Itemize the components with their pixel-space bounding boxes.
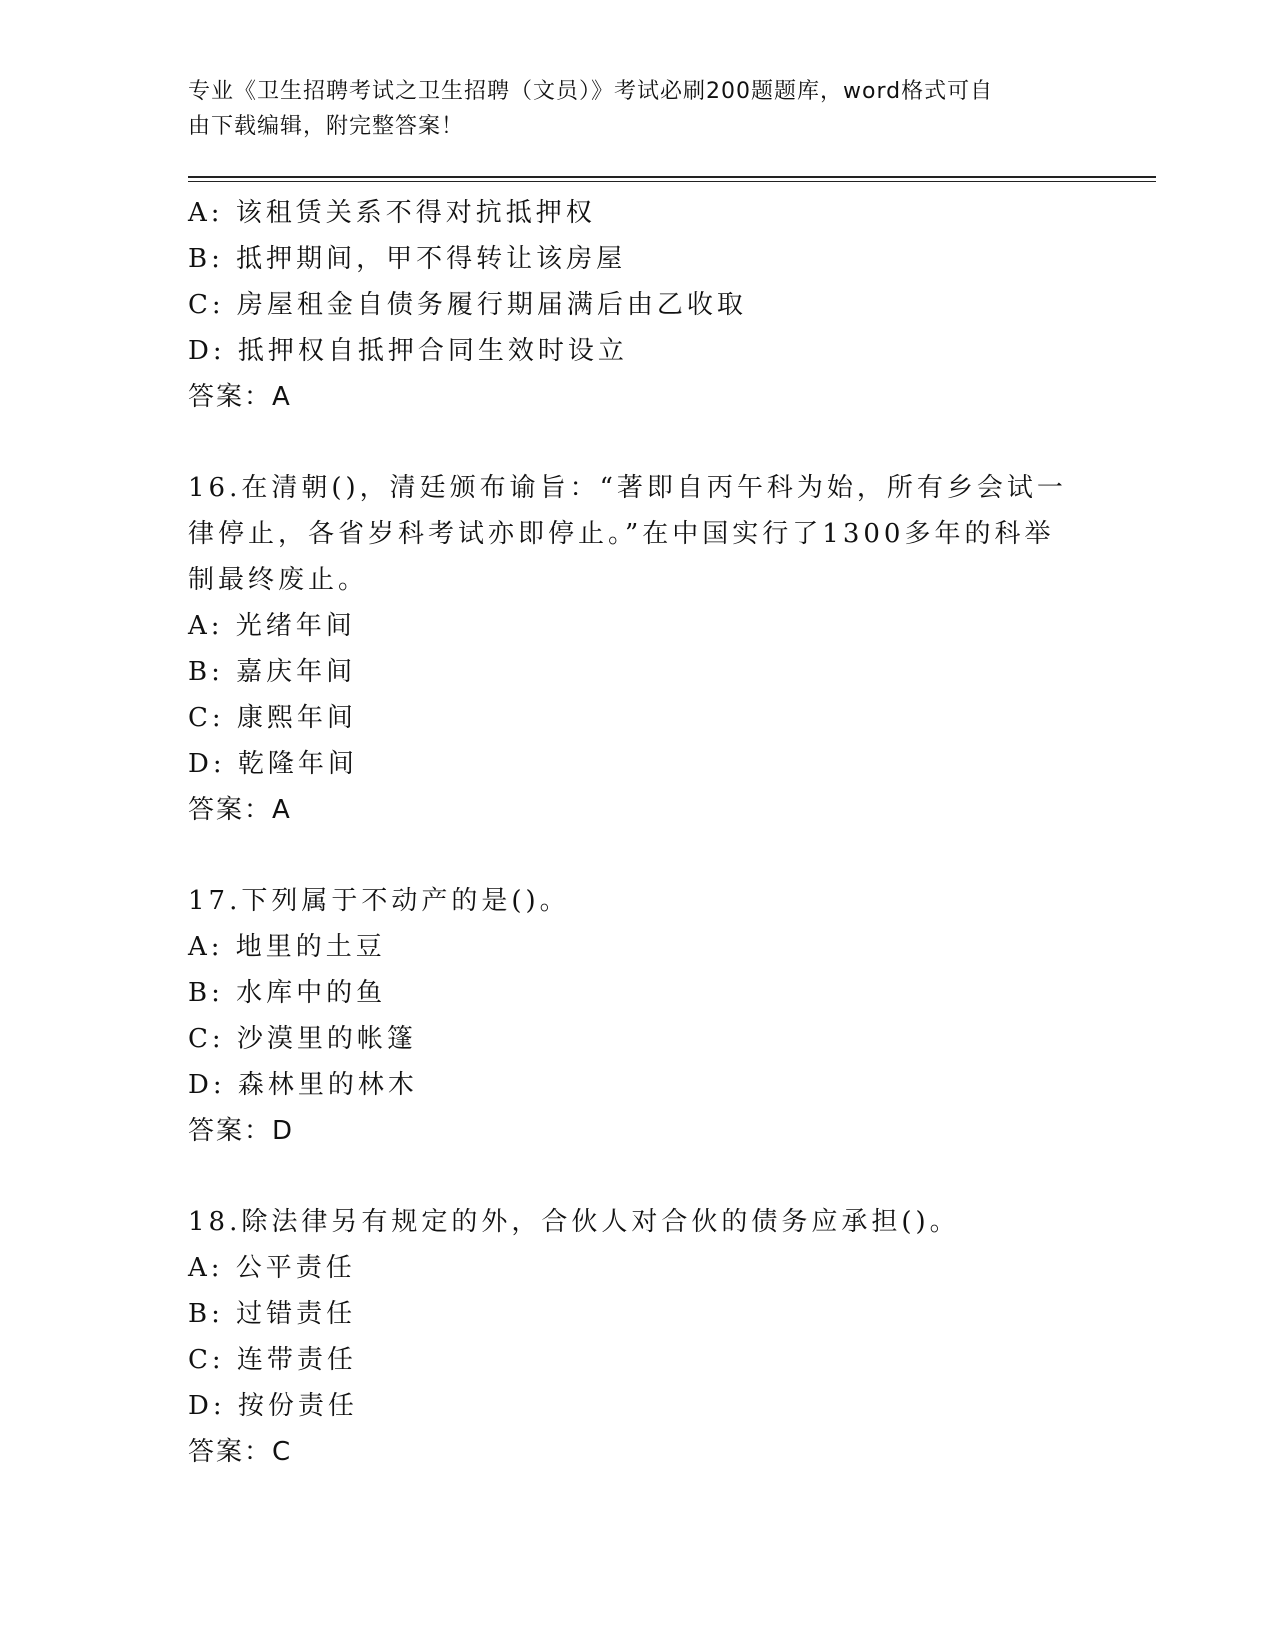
option-d: D: 乾隆年间 — [188, 749, 358, 779]
answer-line: 答案：D — [188, 1116, 295, 1146]
option-a: A: 光绪年间 — [188, 611, 356, 641]
option-c: C: 康熙年间 — [188, 703, 357, 733]
option-a: A: 公平责任 — [188, 1253, 356, 1283]
option-b: B: 水库中的鱼 — [188, 978, 387, 1008]
option-c: C: 沙漠里的帐篷 — [188, 1024, 417, 1054]
spacer — [188, 833, 1088, 878]
spacer — [188, 420, 1088, 465]
document-header — [188, 74, 1088, 144]
option-a: A: 该租赁关系不得对抗抵押权 — [188, 198, 596, 228]
header-line-2: 由下载编辑，附完整答案！ — [188, 114, 465, 139]
question-15-block — [188, 190, 1088, 420]
header-rule-thick — [188, 176, 1156, 178]
answer-line: 答案：A — [188, 795, 292, 825]
option-b: B: 抵押期间，甲不得转让该房屋 — [188, 244, 627, 274]
option-c: C: 连带责任 — [188, 1345, 357, 1375]
option-b: B: 嘉庆年间 — [188, 657, 357, 687]
question-stem: 18.除法律另有规定的外，合伙人对合伙的债务应承担()。 — [188, 1207, 960, 1237]
question-stem: 16.在清朝()，清廷颁布谕旨：“著即自丙午科为始，所有乡会试一律停止，各省岁科考试亦即停止。”在中国实行了1300多年的科举制最终废止。 — [188, 473, 1067, 595]
option-d: D: 抵押权自抵押合同生效时设立 — [188, 336, 628, 366]
option-c: C: 房屋租金自债务履行期届满后由乙收取 — [188, 290, 747, 320]
option-d: D: 按份责任 — [188, 1391, 358, 1421]
answer-line: 答案：A — [188, 382, 292, 412]
question-stem: 17.下列属于不动产的是()。 — [188, 886, 570, 916]
answer-line: 答案：C — [188, 1437, 293, 1467]
question-16-block — [188, 465, 1088, 833]
document-body — [188, 190, 1088, 1475]
header-line-1: 专业《卫生招聘考试之卫生招聘（文员）》考试必刷200题题库，word格式可自 — [188, 79, 994, 104]
option-b: B: 过错责任 — [188, 1299, 357, 1329]
question-18-block — [188, 1199, 1088, 1475]
spacer — [188, 1154, 1088, 1199]
option-a: A: 地里的土豆 — [188, 932, 386, 962]
question-17-block — [188, 878, 1088, 1154]
header-rule-thin — [188, 181, 1156, 182]
option-d: D: 森林里的林木 — [188, 1070, 418, 1100]
